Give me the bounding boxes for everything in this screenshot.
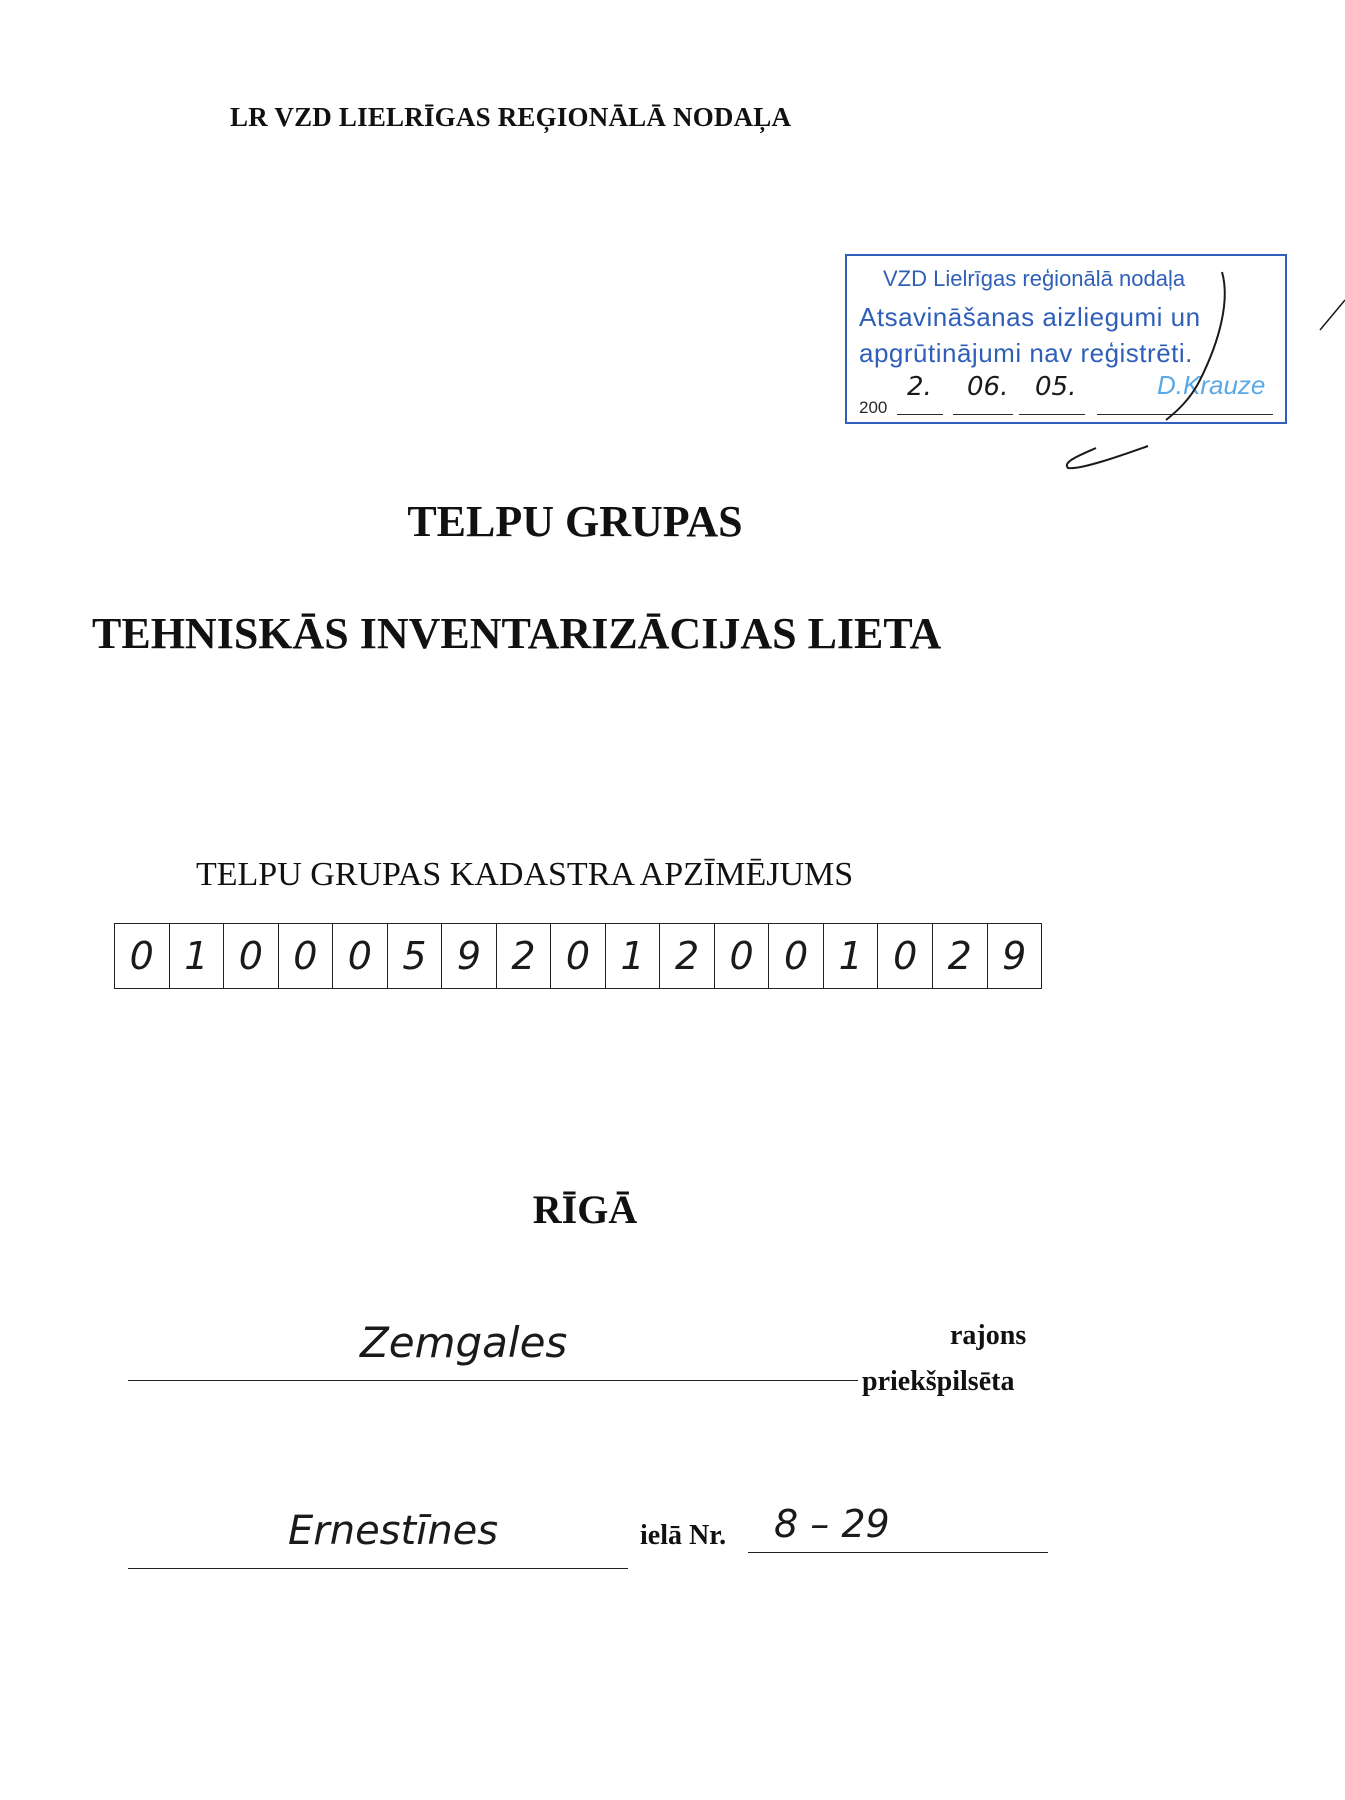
cadastre-digit: 0: [877, 924, 932, 988]
stamp-text-line2: apgrūtinājumi nav reģistrēti.: [859, 338, 1193, 368]
stamp-year-prefix: 200: [859, 398, 888, 417]
stamp-date-year: 2.: [907, 372, 932, 402]
cadastre-digit: 0: [332, 924, 387, 988]
cadastre-digit: 2: [659, 924, 714, 988]
stamp-date-day: 05.: [1035, 372, 1077, 402]
stamp-office: VZD Lielrīgas reģionālā nodaļa: [883, 266, 1186, 291]
cadastre-label: TELPU GRUPAS KADASTRA APZĪMĒJUMS: [196, 856, 854, 893]
cadastre-number-grid: [114, 923, 1042, 989]
department-header: LR VZD LIELRĪGAS REĢIONĀLĀ NODAĻA: [230, 102, 792, 132]
district-underline: [128, 1380, 858, 1381]
cadastre-digit: 0: [129, 934, 154, 978]
district-value: Zemgales: [360, 1318, 568, 1367]
house-number-underline: [748, 1552, 1048, 1553]
city-name: RĪGĀ: [532, 1187, 638, 1232]
street-value: Ernestīnes: [288, 1508, 499, 1554]
cadastre-digit: 0: [278, 924, 333, 988]
stamp-text-line1: Atsavināšanas aizliegumi un: [859, 302, 1201, 332]
cadastre-digit: 1: [605, 924, 660, 988]
cadastre-digit: 2: [496, 924, 551, 988]
district-label-prieks: priekšpilsēta: [862, 1366, 1015, 1397]
stamp-date-month: 06.: [967, 372, 1009, 402]
stamp-signer: D.Krauze: [1157, 370, 1266, 400]
district-label-rajons: rajons: [950, 1320, 1027, 1351]
house-number-value: 8 – 29: [774, 1502, 890, 1546]
street-label: ielā Nr.: [640, 1520, 727, 1551]
cadastre-digit: 0: [768, 924, 823, 988]
cadastre-digit: 0: [223, 924, 278, 988]
cadastre-digit: 0: [714, 924, 769, 988]
cadastre-digit: 0: [550, 924, 605, 988]
document-subtitle: TEHNISKĀS INVENTARIZĀCIJAS LIETA: [92, 609, 942, 658]
cadastre-digit: 1: [823, 924, 878, 988]
street-underline: [128, 1568, 628, 1569]
cadastre-digit: 1: [169, 924, 224, 988]
cadastre-digit: 9: [987, 924, 1042, 988]
cadastre-digit: 2: [932, 924, 987, 988]
cadastre-digit: 9: [441, 924, 496, 988]
cadastre-digit: 5: [387, 924, 442, 988]
document-title: TELPU GRUPAS: [407, 497, 743, 546]
